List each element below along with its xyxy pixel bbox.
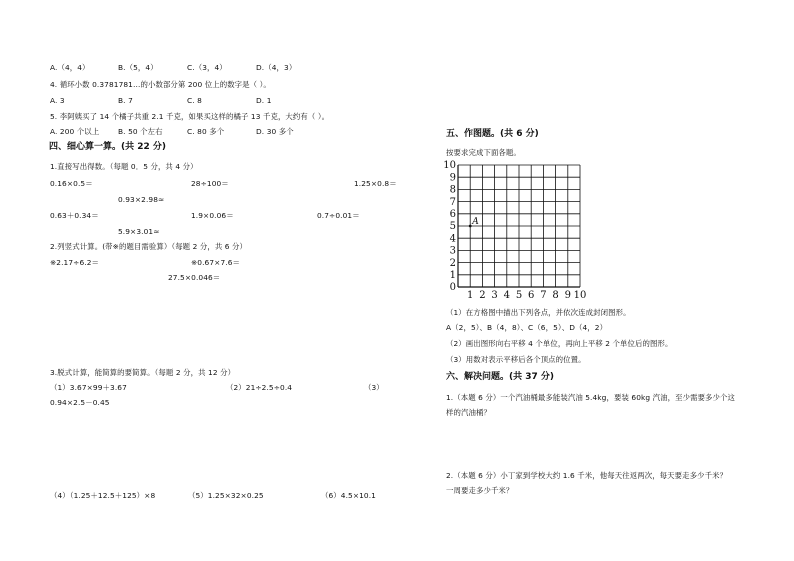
x-tick-label: 5: [515, 290, 523, 301]
s4-q3-item: （4）（1.25＋12.5＋125）×8: [50, 491, 156, 500]
s4-q2-item: ※0.67×7.6＝: [191, 258, 240, 267]
s4-q1-item: 1.25×0.8＝: [354, 179, 397, 188]
s6-q1-line: 样的汽油桶？: [446, 408, 491, 417]
q5-option-d: D. 30 多个: [256, 127, 294, 136]
s4-q1-item: 0.7÷0.01＝: [317, 211, 360, 220]
y-tick-label: 1: [449, 270, 456, 281]
s4-q1-item: 5.9×3.01≈: [118, 227, 160, 236]
x-tick-label: 6: [528, 290, 535, 301]
s4-q3-item: （2）21÷2.5÷0.4: [226, 383, 293, 392]
s4-q1-title: 1.直接写出得数。（每题 0．5 分，共 4 分）: [50, 162, 198, 171]
section-6-title: 六、解决问题。(共 37 分): [446, 372, 555, 382]
y-tick-label: 7: [449, 196, 456, 208]
s4-q3-item: （6）4.5×10.1: [321, 491, 376, 500]
q5-option-a: A. 200 个以上: [50, 127, 100, 136]
q5-option-b: B. 50 个左右: [118, 127, 163, 136]
y-tick-label: 10: [443, 160, 456, 172]
q3-option-c: C.（3，4）: [187, 63, 227, 72]
x-tick-label: 4: [503, 290, 510, 301]
y-tick-label: 9: [449, 172, 456, 184]
s4-q3-item: （3）: [364, 383, 384, 392]
s4-q2-item: 27.5×0.046＝: [168, 273, 221, 282]
q5-stem: 5. 李阿姨买了 14 个橘子共重 2.1 千克，如果买这样的橘子 13 千克，大约有（ ）。: [50, 112, 330, 121]
y-tick-label: 5: [449, 221, 456, 233]
x-tick-label: 9: [564, 290, 571, 301]
x-tick-label: 7: [540, 290, 547, 301]
section-4-title: 四、细心算一算。(共 22 分): [49, 142, 167, 152]
s6-q2-line: 一周要走多少千米？: [446, 486, 514, 495]
q4-stem: 4. 循环小数 0.3781781…的小数部分第 200 位上的数字是（ ）。: [50, 80, 271, 89]
y-tick-label: 8: [449, 184, 456, 196]
s4-q3-item: （1）3.67×99＋3.67: [50, 383, 127, 392]
s6-q1-line: 1.（本题 6 分）一个汽油桶最多能装汽油 5.4kg，要装 60kg 汽油，至少需要多少个这: [446, 393, 736, 402]
x-tick-label: 10: [573, 290, 587, 301]
s4-q3-item: 0.94×2.5－0.45: [50, 398, 110, 407]
y-tick-label: 0: [449, 282, 456, 294]
y-tick-label: 6: [449, 209, 456, 220]
s4-q3-title: 3.脱式计算，能简算的要简算。（每题 2 分，共 12 分）: [50, 368, 236, 377]
q4-option-d: D. 1: [256, 96, 272, 105]
y-tick-label: 4: [449, 233, 456, 245]
s4-q1-item: 0.16×0.5＝: [50, 179, 93, 188]
coordinate-grid: [443, 160, 588, 305]
section-5-title: 五、作图题。(共 6 分): [446, 129, 539, 139]
grid-svg: [443, 160, 588, 305]
x-tick-label: 2: [479, 290, 486, 301]
q4-option-c: C. 8: [187, 96, 202, 105]
q4-option-b: B. 7: [118, 96, 133, 105]
x-tick-label: 3: [491, 290, 498, 301]
x-tick-label: 8: [552, 290, 559, 301]
point-a-label: A: [472, 217, 479, 227]
q3-option-b: B.（5，4）: [118, 63, 158, 72]
s4-q2-item: ※2.17÷6.2＝: [50, 258, 99, 267]
s4-q2-title: 2.列竖式计算。(带※的题目需验算）（每题 2 分，共 6 分）: [50, 242, 248, 251]
s4-q1-item: 1.9×0.06＝: [191, 211, 234, 220]
s6-q2-line: 2.（本题 6 分）小丁家到学校大约 1.6 千米，他每天往返两次，每天要走多少千米？: [446, 471, 728, 480]
s4-q1-item: 28÷100＝: [191, 179, 229, 188]
y-tick-label: 2: [449, 257, 456, 269]
q3-option-a: A.（4，4）: [50, 63, 90, 72]
q4-option-a: A. 3: [50, 96, 65, 105]
x-tick-label: 1: [467, 290, 474, 301]
s5-item: （2）画出图形向右平移 4 个单位，再向上平移 2 个单位后的图形。: [446, 339, 673, 348]
q5-option-c: C. 80 多个: [187, 127, 225, 136]
s4-q3-item: （5）1.25×32×0.25: [188, 491, 264, 500]
s5-instruction: 按要求完成下面各题。: [446, 148, 521, 157]
s5-item: （1）在方格图中描出下列各点，并依次连成封闭图形。: [446, 308, 631, 317]
point-a-dot: [469, 225, 472, 228]
s4-q1-item: 0.93×2.98≈: [118, 195, 165, 204]
y-tick-label: 3: [449, 245, 456, 257]
s5-item: （3）用数对表示平移后各个顶点的位置。: [446, 355, 586, 364]
s4-q1-item: 0.63＋0.34＝: [50, 211, 99, 220]
q3-option-d: D.（4，3）: [256, 63, 297, 72]
s5-item: A（2，5）、B（4，8）、C（6，5）、D（4，2）: [446, 323, 608, 332]
